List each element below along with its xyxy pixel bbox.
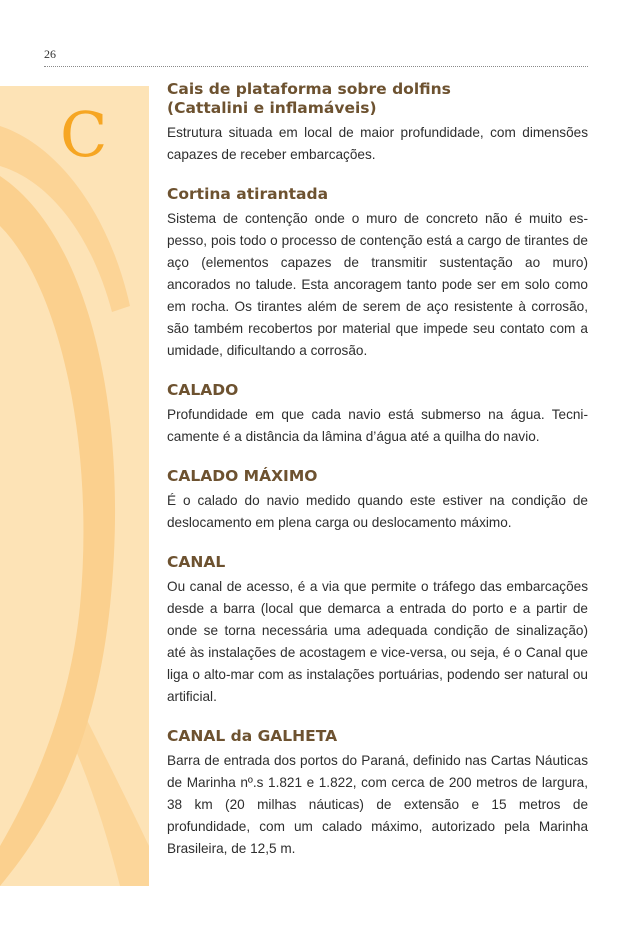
glossary-entry: [167, 467, 588, 534]
glossary-entry: [167, 381, 588, 448]
entry-definition: Estrutura situada em local de maior profundidade, com dimensões capazes de receber embarcações.: [167, 125, 588, 162]
glossary-content: [167, 80, 588, 879]
term-line: Cortina atirantada: [167, 185, 329, 203]
page-number: 26: [44, 47, 56, 61]
glossary-entry: [167, 727, 588, 860]
term-line: (Cattalini e inflamáveis): [167, 99, 377, 117]
term-line: CALADO MÁXIMO: [167, 467, 318, 485]
term-line: CANAL da GALHETA: [167, 727, 338, 745]
entry-definition: Ou canal de acesso, é a via que permite o tráfego das embarcações desde a barra (local que demarca a entrada do porto e a partir de onde se torna necessária uma adequada condição de sinalização) até às instalações de acostagem e vice-versa, ou seja, é o Canal que liga o alto-mar com as instalações portuárias, podendo ser natural ou artificial.: [167, 579, 588, 704]
header-dotted-rule: [44, 66, 588, 67]
entry-definition: Profundidade em que cada navio está submerso na água. Tecnicamente é a distância da lâmina d’água até a quilha do navio.: [167, 407, 588, 444]
side-decoration-panel: [0, 86, 149, 886]
entry-definition: É o calado do navio medido quando este estiver na condição de deslocamento em plena carga ou deslocamento máximo.: [167, 493, 588, 530]
swirl-decoration: [0, 86, 149, 886]
entry-term: [167, 185, 588, 204]
term-line: Cais de plataforma sobre dolfins: [167, 80, 451, 98]
entry-term: [167, 553, 588, 572]
glossary-entry: [167, 80, 588, 166]
entry-term: [167, 467, 588, 486]
glossary-entry: [167, 553, 588, 708]
entry-definition: Sistema de contenção onde o muro de concreto não é muito espesso, pois todo o processo de contenção está a cargo de tirantes de aço (elementos capazes de transmitir sustentação ao muro) ancorados no talude. Esta ancoragem tanto pode ser em solo como em rocha. Os tirantes além de serem de aço resistente à corrosão, são também recobertos por material que impede seu contato com a umidade, dificultando a corrosão.: [167, 211, 588, 358]
glossary-entry: [167, 185, 588, 362]
entry-term: [167, 381, 588, 400]
entry-term: [167, 727, 588, 746]
entry-term: [167, 80, 588, 118]
section-letter: C: [60, 98, 108, 171]
term-line: CANAL: [167, 553, 226, 571]
term-line: CALADO: [167, 381, 239, 399]
entry-definition: Barra de entrada dos portos do Paraná, definido nas Cartas Náuticas de Marinha nº.s 1.821 e 1.822, com cerca de 200 metros de largura, 38 km (20 milhas náuticas) de extensão e 15 metros de profundidade, com um calado máximo, autorizado pela Marinha Brasileira, de 12,5 m.: [167, 753, 588, 856]
